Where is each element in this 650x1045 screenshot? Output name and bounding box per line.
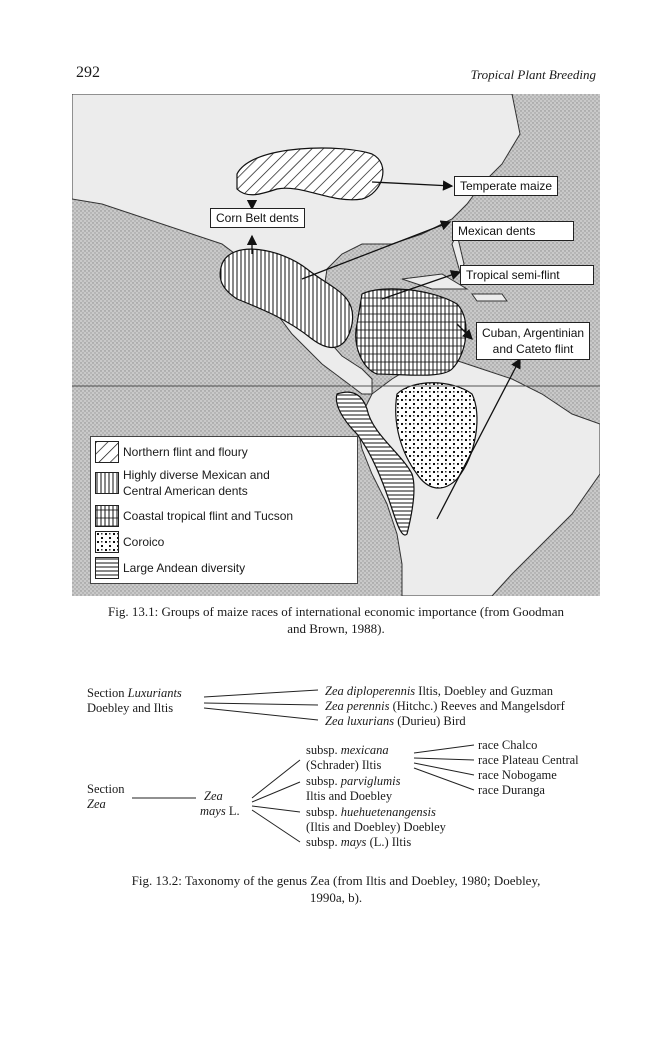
species-luxurians (325, 714, 466, 729)
legend-label: Coastal tropical flint and Tucson (123, 509, 294, 523)
subsp-name: mexicana (340, 743, 389, 757)
caption-line2: 1990a, b). (309, 890, 363, 905)
species-name: Zea luxurians (325, 714, 395, 728)
subsp-authority: (L.) Iltis (366, 835, 412, 849)
caption-line2: and Brown, 1988). (287, 621, 385, 636)
race-nobogame: race Nobogame (478, 768, 557, 782)
legend-label: Northern flint and floury (123, 445, 248, 459)
caption-line1: Fig. 13.1: Groups of maize races of international economic importance (from Goodman (108, 604, 564, 619)
caption-line1: Fig. 13.2: Taxonomy of the genus Zea (from Iltis and Doebley, 1980; Doebley, (131, 873, 541, 888)
species-authority: Iltis, Doebley and Guzman (415, 684, 553, 698)
subsp-name: parviglumis (340, 774, 401, 788)
label-cuban-line2: and Cateto flint (492, 342, 574, 356)
label-corn-belt-dents: Corn Belt dents (210, 208, 305, 228)
subsp-mexicana-authority: (Schrader) Iltis (306, 758, 382, 772)
label-temperate-maize: Temperate maize (454, 176, 558, 196)
subsp-mexicana (306, 743, 389, 758)
subsp-name: huehuetenangensis (340, 805, 436, 819)
legend-label-line2: Central American dents (123, 484, 248, 498)
figure-13-2-caption (72, 872, 600, 906)
zea-mays-species (200, 804, 240, 819)
subsp-parviglumis-authority: Iltis and Doebley (306, 789, 393, 803)
species-authority: (Hitchc.) Reeves and Mangelsdorf (389, 699, 565, 713)
species-authority: (Durieu) Bird (394, 714, 466, 728)
subsp-prefix: subsp. (306, 805, 341, 819)
race-chalco: race Chalco (478, 738, 538, 752)
zea-mays-authority: L. (225, 804, 240, 818)
race-duranga: race Duranga (478, 783, 545, 797)
page-number: 292 (76, 64, 100, 81)
section-luxuriantes (87, 686, 182, 701)
species-diploperennis (325, 684, 553, 699)
species-name: Zea diploperennis (325, 684, 416, 698)
section-zea-label: Section (87, 782, 125, 796)
race-plateau-central: race Plateau Central (478, 753, 579, 767)
label-cuban-line1: Cuban, Argentinian (482, 326, 585, 340)
legend-label-line1: Highly diverse Mexican and (123, 468, 270, 482)
label-mexican-dents: Mexican dents (452, 221, 574, 241)
subsp-prefix: subsp. (306, 743, 341, 757)
subsp-prefix: subsp. (306, 835, 341, 849)
running-title: Tropical Plant Breeding (470, 67, 596, 82)
section-luxuriantes-authors: Doebley and Iltis (87, 701, 174, 715)
label-tropical-semi-flint: Tropical semi-flint (460, 265, 594, 285)
subsp-huehuetenangensis (306, 805, 436, 820)
subsp-prefix: subsp. (306, 774, 341, 788)
legend-label: Coroico (123, 535, 165, 549)
subsp-name: mays (340, 835, 367, 849)
species-perennis (325, 699, 565, 714)
section-zea-name: Zea (87, 797, 106, 811)
subsp-huehuetenangensis-authority: (Iltis and Doebley) Doebley (306, 820, 446, 834)
zea-mays-epithet: mays (200, 804, 226, 818)
section-luxuriantes-name: Luxuriants (127, 686, 182, 700)
subsp-mays (306, 835, 411, 850)
section-luxuriantes-prefix: Section (87, 686, 128, 700)
subsp-parviglumis (306, 774, 400, 789)
species-name: Zea perennis (325, 699, 390, 713)
legend-label: Large Andean diversity (123, 561, 246, 575)
zea-mays-genus: Zea (204, 789, 223, 803)
